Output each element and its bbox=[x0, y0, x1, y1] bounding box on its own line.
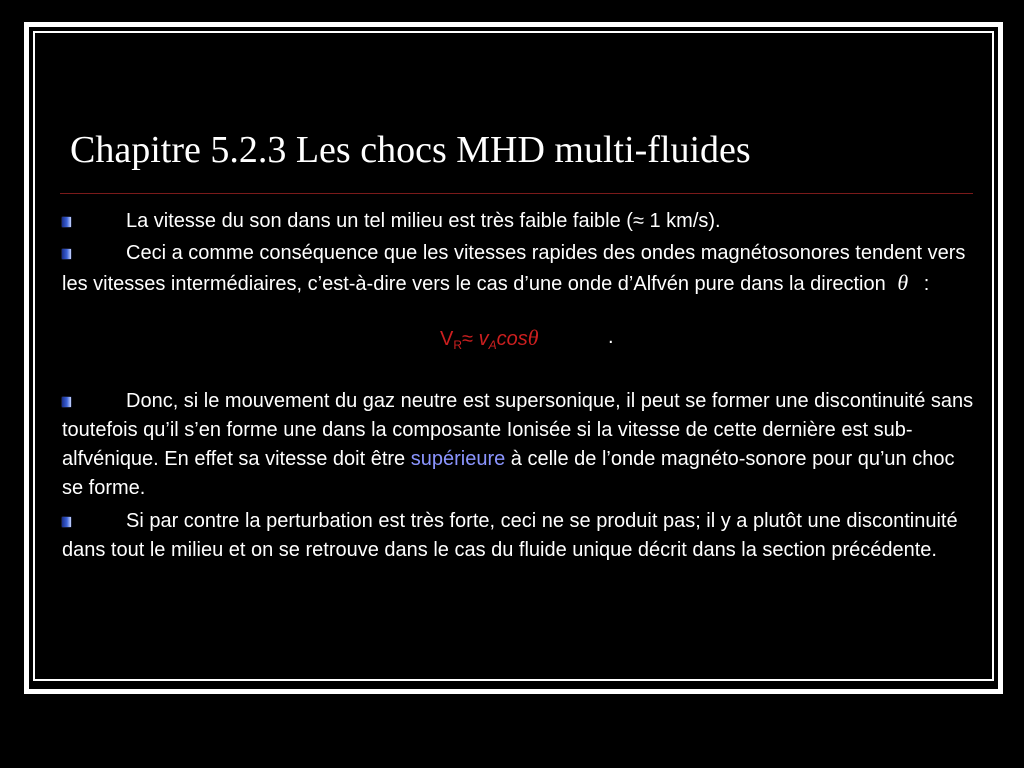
paragraph-3-text-before: Donc, si le mouvement du gaz neutre est supersonique, il peut se former une discontinuité sans toutefois qu’il s’en forme une dans la composante Ionisée si la vitesse de cette dernière est sub-alfvénique. En effet sa vitesse doit être bbox=[62, 390, 974, 470]
formula-v-subscript: R bbox=[453, 338, 463, 352]
bullet-paragraph-1 bbox=[62, 207, 976, 236]
paragraph-3-text-after: à celle de l’onde magnéto-sonore pour qu’un choc se forme. bbox=[62, 448, 955, 499]
formula-period: . bbox=[608, 326, 614, 348]
slide-title: Chapitre 5.2.3 Les chocs MHD multi-fluides bbox=[70, 129, 751, 171]
paragraph-3-highlight: supérieure bbox=[410, 448, 506, 470]
alfven-formula bbox=[440, 323, 539, 360]
bullet-paragraph-2 bbox=[62, 239, 976, 299]
title-divider bbox=[60, 193, 973, 194]
formula-va-subscript: A bbox=[488, 338, 497, 352]
paragraph-1-text: La vitesse du son dans un tel milieu est très faible faible (≈ 1 km/s). bbox=[126, 210, 721, 232]
square-bullet-icon bbox=[62, 397, 71, 407]
paragraph-2-colon: : bbox=[923, 273, 930, 295]
formula-theta: θ bbox=[527, 325, 539, 350]
bullet-paragraph-4 bbox=[62, 507, 976, 565]
square-bullet-icon bbox=[62, 517, 71, 527]
paragraph-4-text: Si par contre la perturbation est très forte, ceci ne se produit pas; il y a plutôt une discontinuité dans tout le milieu et on se retrouve dans le cas du fluide unique décrit dans la section précédente. bbox=[62, 510, 958, 561]
square-bullet-icon bbox=[62, 217, 71, 227]
formula-v: V bbox=[440, 328, 454, 350]
formula-va: v bbox=[478, 328, 489, 350]
paragraph-2-text: Ceci a comme conséquence que les vitesses rapides des ondes magnétosonores tendent vers les vitesses intermédiaires, c’est-à-dire vers le cas d’une onde d’Alfvén pure dans la direction bbox=[62, 242, 966, 295]
square-bullet-icon bbox=[62, 249, 71, 259]
formula-cos: cos bbox=[496, 328, 528, 350]
formula-row bbox=[62, 299, 976, 387]
theta-symbol: θ bbox=[897, 270, 909, 295]
formula-approx: ≈ bbox=[462, 328, 479, 350]
slide-content bbox=[62, 207, 976, 565]
bullet-paragraph-3 bbox=[62, 387, 976, 503]
